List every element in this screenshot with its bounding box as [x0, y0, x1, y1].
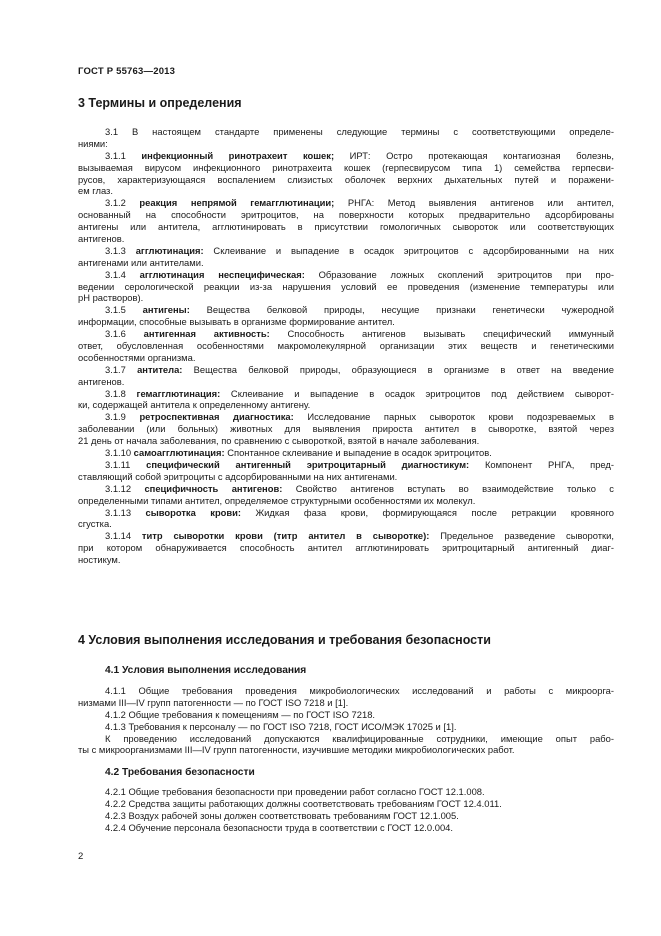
term: агглютинация: — [135, 244, 204, 256]
subsection-4-2-title — [78, 767, 614, 778]
term: антигены: — [142, 304, 190, 316]
paragraph — [78, 459, 614, 483]
text-segment: Компонент РНГА, пред- — [469, 458, 615, 470]
term: антитела: — [137, 363, 183, 375]
document-page — [78, 0, 614, 936]
text-segment: Вещества белковой природы, образующиеся в организме в ответ на введение — [182, 363, 614, 375]
section-heading: 3 Термины и определения — [78, 96, 242, 110]
text-line — [78, 209, 614, 221]
text-segment: антигенами или антителами. — [78, 256, 204, 268]
text-line — [78, 685, 614, 697]
text-line — [78, 257, 614, 269]
paragraph — [78, 507, 614, 531]
section-heading: 4 Условия выполнения исследования и требования безопасности — [78, 633, 491, 647]
paragraph — [78, 411, 614, 447]
text-segment: 3.1.10 — [105, 447, 134, 459]
text-segment: 4.2.2 Средства защиты работающих должны соответствовать требованиям ГОСТ 12.4.011. — [105, 797, 502, 809]
text-segment: 3.1.6 — [105, 328, 144, 340]
term: самоагглютинация: — [133, 447, 225, 459]
term: агглютинация неспецифическая: — [139, 268, 305, 280]
text-segment: Свойство антигенов вступать во взаимодействие только с — [282, 482, 614, 494]
text-segment: ты с микроорганизмами III—IV групп патогенности, изучившие методики микробиологических работ. — [78, 744, 515, 756]
text-segment: заболевании (или больных) животных для выявления прироста антител в сыворотке, взятой через — [78, 423, 614, 435]
paragraph — [78, 150, 614, 198]
text-line — [78, 721, 614, 733]
term: специфический антигенный эритроцитарный диагностикум: — [146, 458, 470, 470]
text-segment: ставляющий собой эритроциты с адсорбированными на них антигенами. — [78, 470, 398, 482]
text-segment: 3.1.8 — [105, 387, 137, 399]
text-segment: Образование ложных скоплений эритроцитов при про- — [304, 268, 614, 280]
text-line — [78, 316, 614, 328]
term: гемагглютинация: — [136, 387, 221, 399]
text-segment: информации, способные вызывать в организме формирование антител. — [78, 316, 395, 328]
paragraph — [78, 388, 614, 412]
text-line — [78, 388, 614, 400]
text-line — [78, 185, 614, 197]
text-segment: особенностями организма. — [78, 351, 196, 363]
paragraph — [78, 328, 614, 364]
text-segment: 4.1.2 Общие требования к помещениям — по ГОСТ ISO 7218. — [105, 708, 376, 720]
text-line — [78, 423, 614, 435]
term: сыворотка крови: — [145, 506, 242, 518]
text-line — [78, 340, 614, 352]
paragraph — [78, 822, 614, 834]
subsection-4-1-body — [78, 685, 614, 756]
paragraph — [78, 721, 614, 733]
paragraph — [78, 530, 614, 566]
text-segment: ИРТ: Остро протекающая контагиозная болезнь, — [334, 149, 614, 161]
text-line — [78, 352, 614, 364]
text-line — [78, 798, 614, 810]
text-segment: вызываемая вирусом инфекционного ринотрахеита кошек (герпесвирусом типа 1) семейства герпесви- — [78, 161, 614, 173]
text-segment: ем глаз. — [78, 185, 113, 197]
text-line — [78, 495, 614, 507]
subsection-4-1-title — [78, 665, 614, 676]
text-line — [78, 174, 614, 186]
text-segment: 3.1.2 — [105, 197, 140, 209]
text-line — [78, 245, 614, 257]
paragraph — [78, 810, 614, 822]
text-segment: 4.2.1 Общие требования безопасности при проведении работ согласно ГОСТ 12.1.008. — [105, 786, 485, 797]
term: титр сыворотки крови (титр антител в сыворотке): — [141, 530, 430, 542]
paragraph — [78, 709, 614, 721]
paragraph — [78, 269, 614, 305]
text-segment: ки, содержащей антитела к определенному антигену. — [78, 399, 311, 411]
term: реакция непрямой гемагглютинации; — [139, 197, 335, 209]
text-segment: Исследование парных сывороток крови подозреваемых в — [293, 411, 614, 423]
text-line — [78, 744, 614, 756]
text-segment: pH растворов). — [78, 292, 144, 304]
text-segment: 21 день от начала заболевания, по сравнению с сывороткой, взятой в начале заболевания. — [78, 435, 480, 447]
text-segment: антигенов. — [78, 375, 125, 387]
text-segment: ведении серологической реакции из-за нарушения условий ее проведения (изменение температуры или — [78, 280, 614, 292]
text-line — [78, 162, 614, 174]
paragraph — [78, 364, 614, 388]
text-segment: антигены или антитела, агглютинировать в присутствии гомологичных сывороток или соответствующих — [78, 221, 614, 233]
text-segment: 3.1.13 — [105, 506, 146, 518]
text-line — [78, 221, 614, 233]
text-line — [78, 786, 614, 798]
text-line — [78, 483, 614, 495]
text-segment: Способность антигенов вызывать специфический иммунный — [269, 328, 614, 340]
text-line — [78, 233, 614, 245]
paragraph — [78, 685, 614, 709]
text-line — [78, 518, 614, 530]
paragraph — [78, 798, 614, 810]
term: антигенная активность: — [143, 328, 270, 340]
text-line — [78, 530, 614, 542]
text-line — [78, 810, 614, 822]
text-line — [78, 822, 614, 834]
text-segment: определенными типами антител, определяемое структурными особенностями их молекул. — [78, 494, 476, 506]
text-segment: Склеивание и выпадение в осадок эритроцитов с адсорбированными на них — [203, 244, 614, 256]
text-line — [78, 269, 614, 281]
term: ретроспективная диагностика: — [139, 411, 294, 423]
text-segment: низмами III—IV групп патогенности — по ГОСТ ISO 7218 и [1]. — [78, 696, 349, 708]
text-segment: 3.1.4 — [105, 268, 140, 280]
paragraph — [78, 483, 614, 507]
text-segment: 3.1.11 — [105, 458, 147, 470]
text-line — [78, 507, 614, 519]
subsection-4-2-body — [78, 786, 614, 834]
paragraph — [78, 126, 614, 150]
text-segment: 4.1.1 Общие требования проведения микробиологических исследований и работы с микроорга- — [105, 685, 614, 696]
text-line — [78, 554, 614, 566]
paragraph — [78, 786, 614, 798]
text-line — [78, 281, 614, 293]
text-line — [78, 411, 614, 423]
text-segment: антигенов. — [78, 233, 125, 245]
text-segment: 4.2.4 Обучение персонала безопасности труда в соответствии с ГОСТ 12.0.004. — [105, 821, 453, 833]
text-segment: основанный на способности эритроцитов, на поверхности которых предварительно адсорбированы — [78, 209, 614, 221]
text-segment: 4.2.3 Воздух рабочей зоны должен соответствовать требованиям ГОСТ 12.1.005. — [105, 809, 459, 821]
text-segment: Вещества белковой природы, несущие признаки генетически чужеродной — [189, 304, 614, 316]
text-line — [78, 435, 614, 447]
text-segment: К проведению исследований допускаются квалифицированные сотрудники, имеющие опыт рабо- — [105, 732, 614, 744]
paragraph — [78, 447, 614, 459]
text-segment: ниями: — [78, 137, 108, 149]
text-line — [78, 328, 614, 340]
paragraph — [78, 733, 614, 757]
text-line — [78, 304, 614, 316]
text-segment: 4.1.3 Требования к персоналу — по ГОСТ ISO 7218, ГОСТ ИСО/МЭК 17025 и [1]. — [105, 720, 457, 732]
paragraph — [78, 245, 614, 269]
text-segment: 3.1.5 — [105, 304, 143, 316]
text-line — [78, 459, 614, 471]
text-line — [78, 126, 614, 138]
section-3-title — [78, 96, 614, 110]
page-number: 2 — [78, 851, 84, 862]
text-segment: ответ, обусловленная особенностями макромолекулярной организации этих веществ и генетическими — [78, 340, 614, 352]
text-line — [78, 542, 614, 554]
text-segment: 3.1.3 — [105, 244, 136, 256]
text-segment: ностикум. — [78, 554, 121, 566]
text-segment: 3.1.1 — [105, 149, 142, 161]
text-segment: русов, характеризующаяся воспалением слизистых оболочек верхних дыхательных путей и поражени- — [78, 173, 614, 185]
text-segment: при котором обнаруживается способность антител агглютинировать эритроцитарный антигенный диаг- — [78, 542, 614, 554]
text-segment: Предельное разведение сыворотки, — [429, 530, 614, 542]
text-segment: 3.1 В настоящем стандарте применены следующие термины с соответствующими определе- — [105, 126, 614, 137]
paragraph — [78, 197, 614, 245]
term: специфичность антигенов: — [144, 482, 283, 494]
subsection-heading: 4.1 Условия выполнения исследования — [105, 665, 307, 676]
text-line — [78, 733, 614, 745]
text-line — [78, 364, 614, 376]
text-line — [78, 292, 614, 304]
text-segment: 3.1.7 — [105, 363, 138, 375]
standard-code-header: ГОСТ Р 55763—2013 — [78, 66, 176, 77]
paragraph — [78, 304, 614, 328]
text-segment: 3.1.12 — [105, 482, 145, 494]
text-segment: РНГА: Метод выявления антигенов или антител, — [334, 197, 614, 209]
text-line — [78, 399, 614, 411]
text-segment: 3.1.14 — [105, 530, 142, 542]
text-segment: сгустка. — [78, 518, 112, 530]
text-line — [78, 447, 614, 459]
text-segment: Жидкая фаза крови, формирующаяся после ретракции кровяного — [241, 506, 614, 518]
text-line — [78, 697, 614, 709]
text-line — [78, 471, 614, 483]
text-segment: 3.1.9 — [105, 411, 140, 423]
text-line — [78, 709, 614, 721]
subsection-heading: 4.2 Требования безопасности — [105, 767, 255, 778]
section-3-body — [78, 126, 614, 566]
text-line — [78, 138, 614, 150]
text-segment: Склеивание и выпадение в осадок эритроцитов под действием сыворот- — [220, 387, 614, 399]
text-segment: Спонтанное склеивание и выпадение в осадок эритроцитов. — [224, 447, 492, 459]
text-line — [78, 197, 614, 209]
text-line — [78, 376, 614, 388]
text-line — [78, 150, 614, 162]
term: инфекционный ринотрахеит кошек; — [141, 149, 335, 161]
section-4-title — [78, 633, 614, 647]
